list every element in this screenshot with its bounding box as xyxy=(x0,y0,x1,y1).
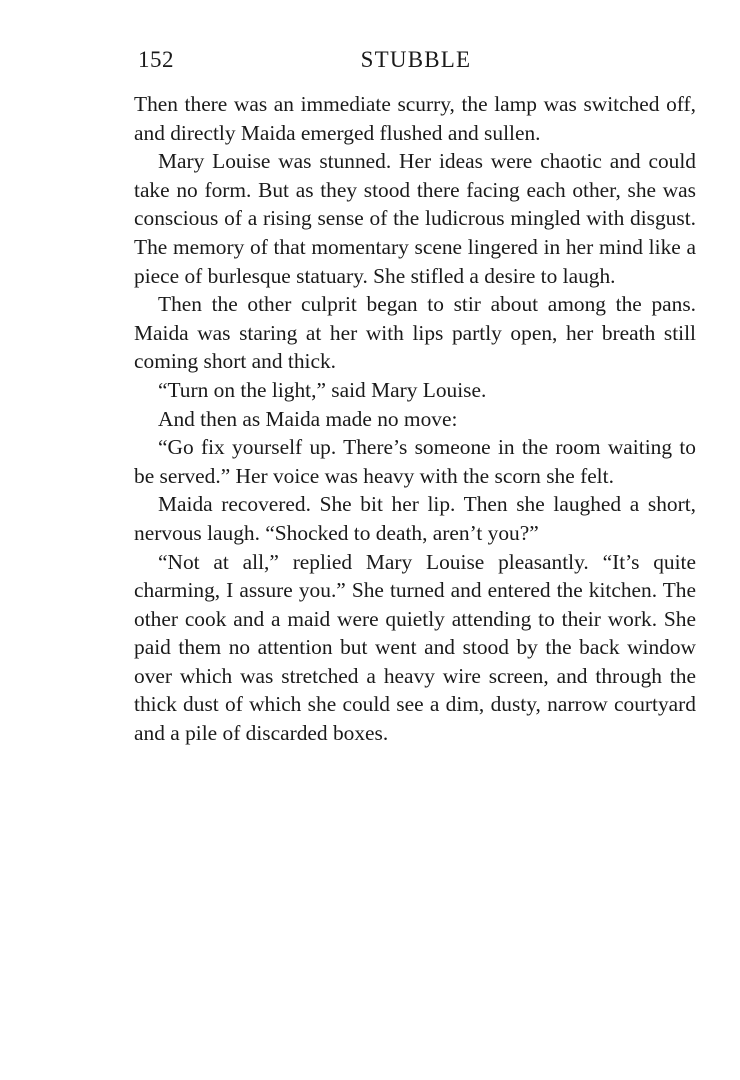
running-title: STUBBLE xyxy=(360,47,472,72)
paragraph-4: “Turn on the light,” said Mary Louise. xyxy=(158,377,487,402)
body-text xyxy=(134,90,696,748)
running-head xyxy=(138,47,694,83)
paragraph-1: Then there was an immediate scurry, the lamp was switched off, and directly Maida emerged flushed and sullen. xyxy=(134,92,696,145)
paragraph-2: Mary Louise was stunned. Her ideas were chaotic and could take no form. But as they stood there facing each other, she was conscious of a rising sense of the ludicrous mingled with disgust. The memory of that momentary scene lingered in her mind like a piece of burlesque statuary. She stifled a desire to laugh. xyxy=(134,149,696,288)
paragraph-7: Maida recovered. She bit her lip. Then she laughed a short, nervous laugh. “Shocked to death, aren’t you?” xyxy=(134,492,696,545)
page-number: 152 xyxy=(138,47,174,72)
paragraph-8: “Not at all,” replied Mary Louise pleasantly. “It’s quite charming, I assure you.” She turned and entered the kitchen. The other cook and a maid were quietly attending to their work. She paid them no attention but went and stood by the back window over which was stretched a heavy wire screen, and through the thick dust of which she could see a dim, dusty, narrow courtyard and a pile of discarded boxes. xyxy=(134,549,696,746)
paragraph-3: Then the other culprit began to stir about among the pans. Maida was staring at her with lips partly open, her breath still coming short and thick. xyxy=(134,292,696,374)
paragraph-5: And then as Maida made no move: xyxy=(158,406,458,431)
paragraph-6: “Go fix yourself up. There’s someone in the room waiting to be served.” Her voice was heavy with the scorn she felt. xyxy=(134,435,696,488)
